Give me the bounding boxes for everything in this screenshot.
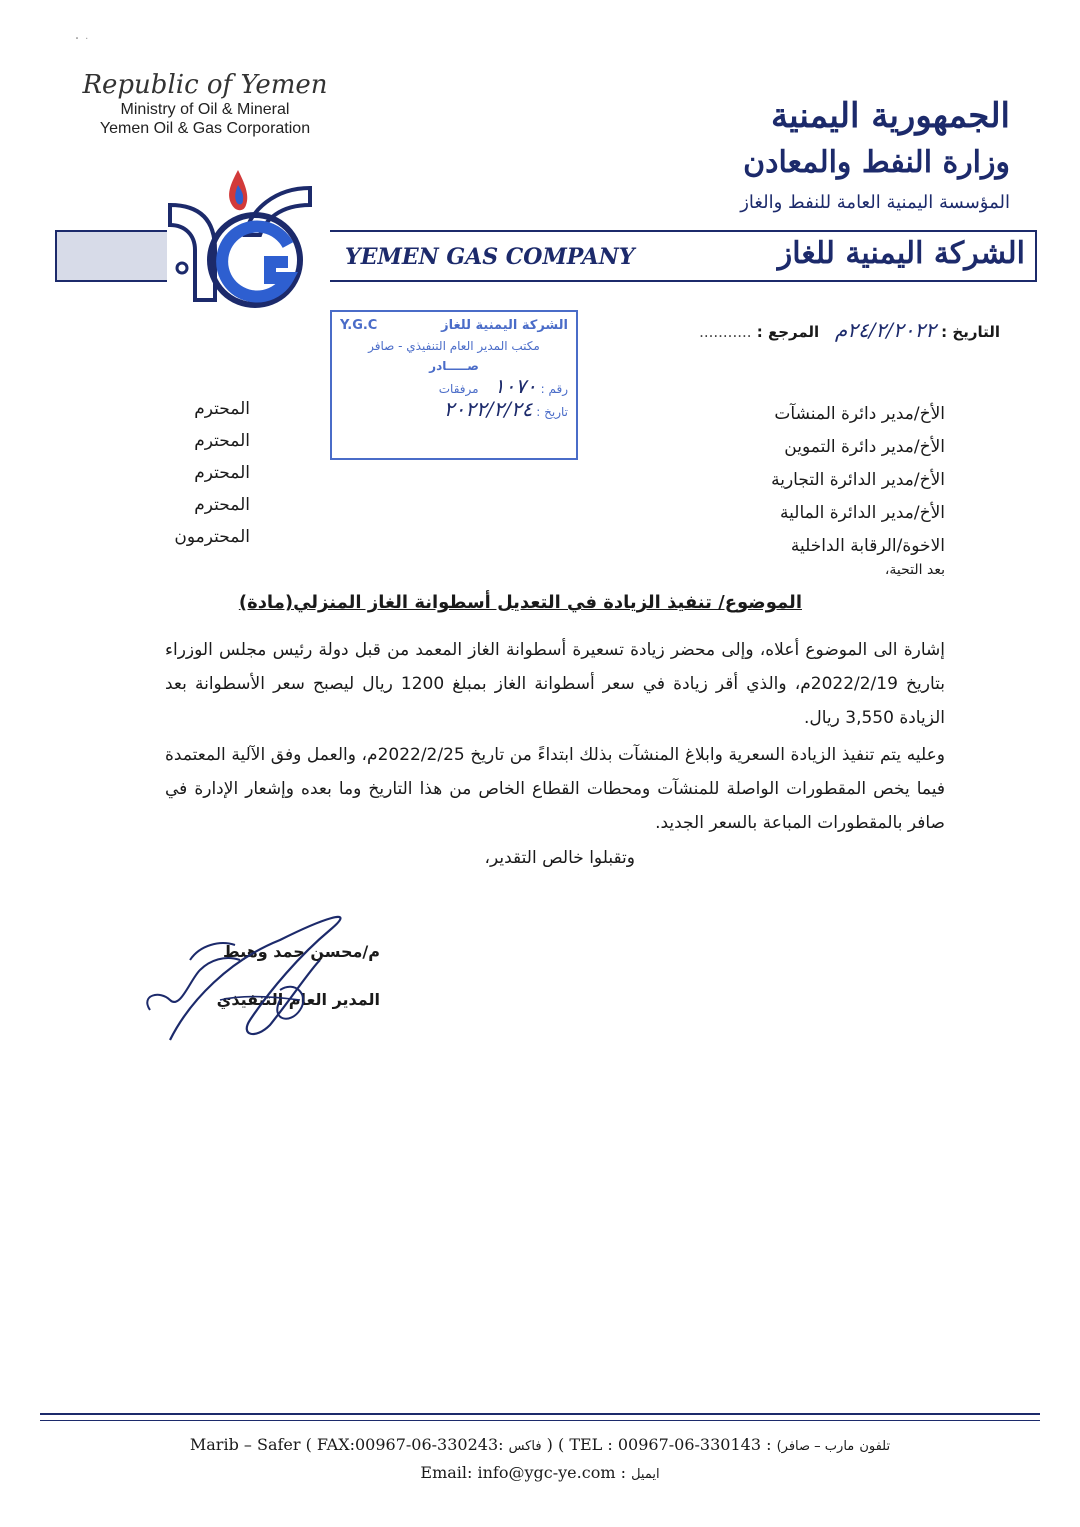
stamp-number-value: ١٠٧٠ — [493, 374, 537, 398]
corporation-en: Yemen Oil & Gas Corporation — [99, 120, 311, 137]
recipient: الاخوة/الرقابة الداخلية — [790, 536, 945, 556]
stamp-status: صـــــادر — [429, 359, 479, 373]
header-arabic — [710, 92, 1010, 220]
stamp-number-row — [340, 376, 568, 399]
handwritten-signature — [130, 900, 390, 1060]
date-label: التاريخ : — [941, 323, 1000, 341]
header-english — [60, 70, 350, 138]
honorific: المحترم — [194, 463, 250, 483]
banner-left-block — [55, 230, 167, 282]
footer-email-ar: ايميل — [631, 1467, 660, 1482]
subject-line: الموضوع/ تنفيذ الزيادة في التعديل أسطوانة الغاز المنزلي(مادة) — [238, 592, 802, 613]
ministry-ar: وزارة النفط والمعادن — [743, 145, 1010, 180]
signer-name: م/محسن حمد وهيط — [222, 942, 380, 961]
footer-rule-bottom — [40, 1420, 1040, 1421]
body-paragraph-1: إشارة الى الموضوع أعلاه، وإلى محضر زيادة تسعيرة أسطوانة الغاز المعمد من قبل دولة رئيس مجلس الوزراء بتاريخ 2022/2/19م، والذي أقر زيادة في سعر أسطوانة الغاز بمبلغ 1200 ريال ليصبح سعر الأسطوانة بعد الزيادة 3,550 ريال. — [165, 640, 946, 728]
recipient: الأخ/مدير دائرة المنشآت — [774, 404, 945, 424]
stamp-org-row — [340, 316, 568, 336]
date-reference-row — [699, 318, 1000, 342]
honorific: المحترم — [194, 431, 250, 451]
honorifics-list — [165, 393, 250, 553]
corporation-ar: المؤسسة اليمنية العامة للنفط والغاز — [740, 192, 1010, 213]
stamp-org-ar: الشركة اليمنية للغاز — [441, 318, 568, 333]
signer-title: المدير العام التنفيذي — [216, 990, 380, 1009]
ygc-logo-icon — [160, 160, 320, 310]
footer-fax-ar: فاكس — [508, 1439, 542, 1454]
footer-email-line — [0, 1460, 1080, 1488]
stamp-org-en: Y.G.C — [340, 318, 378, 333]
recipient: الأخ/مدير دائرة التموين — [784, 437, 945, 457]
footer-location-ar: مارب – صافر — [781, 1439, 855, 1454]
ministry-en: Ministry of Oil & Mineral — [120, 101, 290, 118]
honorific: المحترمون — [174, 527, 250, 547]
stamp-office: مكتب المدير العام التنفيذي - صافر — [368, 339, 540, 353]
footer-tel-ar: (تلفون — [776, 1439, 891, 1454]
stamp-attachments-label: مرفقات — [438, 382, 479, 396]
date-value: ٢٤/٢/٢٠٢٢م — [834, 318, 936, 342]
footer-tel: ) ( TEL : 00967-06-330143 : — [546, 1435, 772, 1454]
stamp-number-label: رقم : — [540, 382, 568, 396]
scan-mark: ・ · — [72, 34, 89, 45]
honorific: المحترم — [194, 495, 250, 515]
recipient: الأخ/مدير الدائرة المالية — [780, 503, 945, 523]
honorific: المحترم — [194, 399, 250, 419]
ref-label: المرجع : — [756, 323, 820, 341]
stamp-date-row — [340, 399, 568, 422]
ref-dots: ........... — [699, 323, 752, 341]
footer — [0, 1432, 1080, 1488]
footer-location-fax: Marib – Safer ( FAX:00967-06-330243: — [189, 1435, 504, 1454]
closing-line: وتقبلوا خالص التقدير، — [484, 848, 635, 868]
stamp-date-label: تاريخ : — [536, 405, 568, 419]
republic-en: Republic of Yemen — [82, 70, 328, 100]
footer-email: Email: info@ygc-ye.com : — [420, 1463, 626, 1482]
footer-contact-line — [0, 1432, 1080, 1460]
company-name-ar: الشركة اليمنية للغاز — [777, 236, 1025, 271]
company-name-en: YEMEN GAS COMPANY — [345, 244, 635, 270]
greeting: بعد التحية، — [884, 562, 945, 578]
incoming-stamp — [330, 310, 578, 460]
recipients-list — [771, 398, 945, 563]
footer-rule-top — [40, 1413, 1040, 1415]
body-paragraph-2: وعليه يتم تنفيذ الزيادة السعرية وابلاغ المنشآت بذلك ابتداءً من تاريخ 2022/2/25م، والعمل وفق الآلية المعتمدة فيما يخص المقطورات الواصلة للمنشآت ومحطات القطاع الخاص من هذا التاريخ وما بعده وإشعار الإدارة في صافر بالمقطورات المباعة بالسعر الجديد. — [165, 745, 945, 833]
stamp-date-value: ٢٠٢٢/٢/٢٤ — [443, 397, 533, 421]
republic-ar: الجمهورية اليمنية — [770, 96, 1010, 136]
recipient: الأخ/مدير الدائرة التجارية — [771, 470, 945, 490]
